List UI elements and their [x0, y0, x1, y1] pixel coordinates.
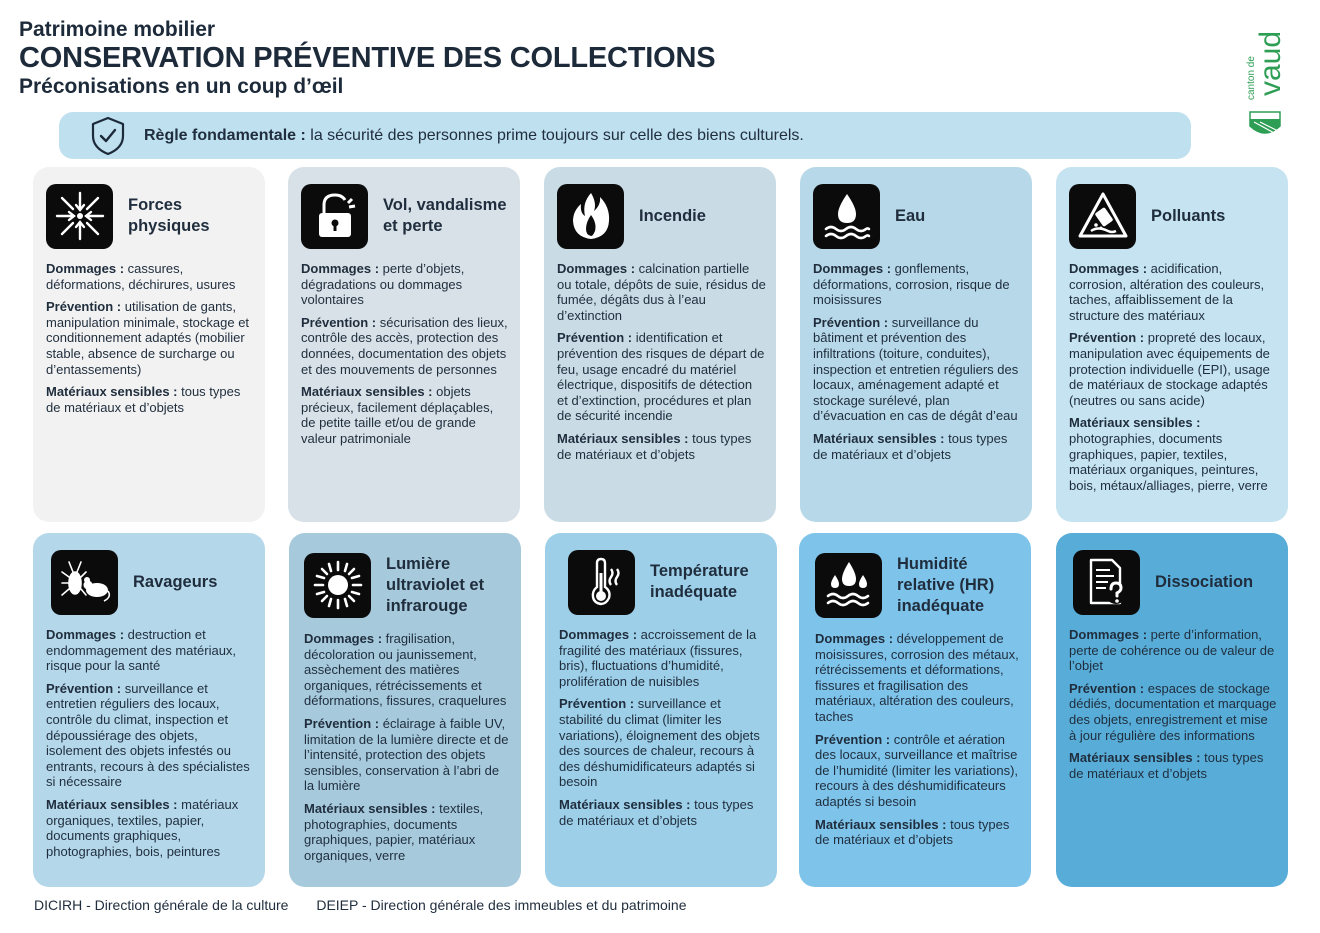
prevention-value: identification et prévention des risques de départ de feu, usage encadré du matériel électrique, dispositifs de détection et d’extinction, procédures et plan de sécurité incendie	[557, 330, 765, 424]
materials-label: Matériaux sensibles :	[46, 384, 178, 400]
damage-value: destruction et endommagement des matériaux, risque pour la santé	[46, 627, 237, 674]
thermometer-icon	[568, 550, 635, 615]
card-title: Dissociation	[1155, 572, 1254, 591]
prevention-value: surveillance et entretien réguliers des locaux, contrôle du climat, inspection et dépoussiérage des objets, isolement des objets infestés ou entrants, recours à des spécialistes si nécessaire	[46, 680, 250, 790]
prevention-value: propreté des locaux, manipulation avec équipements de protection individuelle (EPI), usage de matériaux de stockage adaptés (neutres ou sans acide)	[1069, 330, 1270, 408]
damage-label: Dommages :	[1069, 261, 1148, 276]
humidity-drops-icon	[815, 553, 882, 618]
card-title: Humidité relative (HR) inadéquate	[897, 554, 995, 615]
card-lumiere	[289, 533, 521, 887]
damage-value: développement de moisissures, corrosion des métaux, rétrécissements et déformations, fissures et fragilisation des matériaux, altération des couleurs, taches	[815, 631, 1019, 724]
damage-text	[813, 261, 1022, 308]
damage-value: calcination partielle ou totale, dépôts de suie, résidus de fumée, dégâts dus à l’eau d’extinction	[557, 261, 766, 323]
materials-label: Matériaux sensibles :	[301, 384, 433, 400]
card-title: Lumière ultraviolet et infrarouge	[386, 554, 485, 615]
damage-label: Dommages :	[557, 261, 636, 276]
footer	[34, 897, 711, 913]
document-question-icon	[1073, 550, 1140, 615]
damage-label: Dommages :	[46, 261, 125, 276]
materials-text	[46, 384, 255, 415]
prevention-value: contrôle et aération des locaux, surveillance et maîtrise de l’humidité (limiter les variations), recours à des déshumidificateurs adaptés si besoin	[815, 731, 1019, 809]
padlock-icon	[301, 184, 368, 249]
materials-text	[301, 384, 510, 446]
shield-check-icon	[90, 116, 126, 156]
prevention-label: Prévention :	[304, 715, 380, 731]
card-title: Forces physiques	[128, 196, 210, 235]
card-temperature	[545, 533, 777, 887]
prevention-value: surveillance et stabilité du climat (limiter les variations), éloignement des objets des sources de chaleur, recours à des déshumidificateurs adaptés si besoin	[559, 696, 760, 790]
footer-dicirh: DICIRH - Direction générale de la culture	[34, 897, 289, 913]
damage-value: gonflements, déformations, corrosion, risque de moisissures	[813, 261, 1010, 308]
prevention-value: surveillance du bâtiment et prévention des infiltrations (toiture, conduites), inspection et entretien réguliers des locaux, aménagement adapté et stockage surélevé, plan d’évacuation en cas de dégât d’eau	[813, 314, 1019, 424]
prevention-text	[559, 696, 767, 790]
damage-label: Dommages :	[815, 631, 894, 646]
prevention-text	[301, 315, 510, 377]
rule-label: Règle fondamentale :	[144, 126, 306, 144]
materials-value: photographies, documents graphiques, papier, textiles, matériaux organiques, peintures, bois, métaux/alliages, pierre, verre	[1069, 430, 1268, 493]
prevention-label: Prévention :	[301, 314, 377, 330]
impact-arrows-icon	[46, 184, 113, 249]
materials-text	[304, 801, 511, 863]
prevention-label: Prévention :	[813, 314, 889, 330]
card-ravageurs	[33, 533, 265, 887]
damage-text	[1069, 627, 1278, 674]
prevention-text	[557, 330, 766, 424]
damage-text	[304, 631, 511, 709]
header-kicker: Patrimoine mobilier	[19, 18, 216, 41]
pests-icon	[51, 550, 118, 615]
rule-body: la sécurité des personnes prime toujours sur celle des biens culturels.	[305, 126, 804, 144]
materials-value: tous types de matériaux et d’objets	[46, 384, 241, 415]
damage-text	[1069, 261, 1278, 323]
prevention-text	[46, 681, 255, 790]
prevention-text	[1069, 330, 1278, 408]
damage-text	[559, 627, 767, 689]
materials-label: Matériaux sensibles :	[813, 430, 945, 446]
svg-text:vaud: vaud	[1254, 30, 1287, 96]
card-title: Température inadéquate	[650, 562, 749, 601]
damage-text	[557, 261, 766, 323]
vaud-shield-icon	[1240, 22, 1288, 140]
prevention-text	[1069, 681, 1278, 743]
water-drop-icon	[813, 184, 880, 249]
svg-text:canton de: canton de	[1246, 56, 1257, 100]
materials-label: Matériaux sensibles :	[1069, 750, 1201, 766]
materials-label: Matériaux sensibles :	[1069, 415, 1201, 431]
materials-text	[1069, 415, 1278, 493]
fire-icon	[557, 184, 624, 249]
damage-label: Dommages :	[301, 261, 380, 276]
materials-label: Matériaux sensibles :	[46, 796, 178, 812]
damage-value: perte d’information, perte de cohérence ou de valeur de l’objet	[1069, 627, 1275, 674]
materials-value: tous types de matériaux et d’objets	[559, 796, 754, 828]
materials-value: tous types de matériaux et d’objets	[813, 430, 1008, 462]
prevention-label: Prévention :	[559, 696, 635, 712]
prevention-value: utilisation de gants, manipulation minimale, stockage et conditionnement adaptés (mobilier stable, absence de surcharge ou d’entassements)	[46, 299, 250, 377]
prevention-label: Prévention :	[815, 731, 891, 747]
prevention-value: sécurisation des lieux, contrôle des accès, protection des données, documentation des objets et des mouvements de personnes	[301, 314, 508, 377]
materials-value: tous types de matériaux et d’objets	[557, 430, 752, 462]
materials-text	[559, 797, 767, 828]
damage-text	[301, 261, 510, 308]
footer-deiep: DEIEP - Direction générale des immeubles et du patrimoine	[316, 897, 687, 913]
materials-text	[815, 817, 1021, 848]
prevention-text	[304, 716, 511, 794]
card-incendie	[544, 167, 776, 522]
damage-label: Dommages :	[813, 261, 892, 276]
materials-text	[1069, 750, 1278, 781]
card-eau	[800, 167, 1032, 522]
card-humidite	[799, 533, 1031, 887]
prevention-text	[813, 315, 1022, 424]
card-polluants	[1056, 167, 1288, 522]
card-title: Incendie	[639, 206, 706, 225]
damage-value: cassures, déformations, déchirures, usures	[46, 261, 236, 292]
prevention-label: Prévention :	[46, 680, 122, 696]
materials-label: Matériaux sensibles :	[304, 800, 436, 816]
damage-label: Dommages :	[46, 627, 125, 642]
materials-value: objets précieux, facilement déplaçables, de petite taille et/ou de grande valeur patrimoniale	[301, 384, 494, 446]
materials-value: textiles, photographies, documents graphiques, papier, matériaux organiques, verre	[304, 800, 484, 863]
prevention-text	[815, 732, 1021, 810]
materials-value: matériaux organiques, textiles, papier, documents graphiques, photographies, bois, peintures	[46, 796, 239, 859]
damage-value: accroissement de la fragilité des matériaux (fissures, bris), fluctuations d’humidité, prolifération de nuisibles	[559, 627, 757, 689]
damage-value: acidification, corrosion, altération des couleurs, taches, affaiblissement de la structure des matériaux	[1069, 261, 1265, 323]
page-subtitle: Préconisations en un coup d’œil	[19, 75, 344, 98]
document-header	[19, 18, 715, 100]
rule-text	[144, 127, 804, 145]
prevention-label: Prévention :	[1069, 330, 1145, 346]
materials-label: Matériaux sensibles :	[559, 796, 691, 812]
prevention-text	[46, 299, 255, 377]
damage-text	[815, 631, 1021, 725]
damage-value: fragilisation, décoloration ou jaunissement, assèchement des matières organiques, rétrécissements et déformations, fissures, craquelures	[304, 631, 507, 709]
damage-label: Dommages :	[1069, 627, 1148, 642]
materials-value: tous types de matériaux et d’objets	[1069, 750, 1264, 781]
card-title: Eau	[895, 206, 926, 225]
prevention-value: espaces de stockage dédiés, documentation et marquage des objets, enregistrement et mise à jour régulière des informations	[1069, 680, 1277, 743]
prevention-value: éclairage à faible UV, limitation de la lumière directe et de l’intensité, protection des objets sensibles, conservation à l’abri de la lumière	[304, 715, 509, 794]
pollutant-warning-icon	[1069, 184, 1136, 249]
card-vol-vandalisme	[288, 167, 520, 522]
page-title: CONSERVATION PRÉVENTIVE DES COLLECTIONS	[19, 42, 716, 74]
sun-icon	[304, 553, 371, 618]
materials-text	[46, 797, 255, 859]
card-title: Polluants	[1151, 206, 1226, 225]
materials-value: tous types de matériaux et d’objets	[815, 816, 1010, 848]
prevention-label: Prévention :	[1069, 680, 1145, 696]
card-forces-physiques	[33, 167, 265, 522]
damage-text	[46, 627, 255, 674]
card-title: Ravageurs	[133, 572, 218, 591]
materials-label: Matériaux sensibles :	[557, 430, 689, 446]
damage-value: perte d’objets, dégradations ou dommages volontaires	[301, 261, 465, 308]
damage-label: Dommages :	[304, 631, 383, 646]
materials-text	[557, 431, 766, 462]
fundamental-rule-banner	[59, 112, 1191, 159]
card-dissociation	[1056, 533, 1288, 887]
card-title: Vol, vandalisme et perte	[383, 196, 507, 235]
prevention-label: Prévention :	[46, 299, 122, 315]
materials-text	[813, 431, 1022, 462]
prevention-label: Prévention :	[557, 330, 633, 346]
materials-label: Matériaux sensibles :	[815, 816, 947, 832]
damage-text	[46, 261, 255, 292]
damage-label: Dommages :	[559, 627, 638, 642]
